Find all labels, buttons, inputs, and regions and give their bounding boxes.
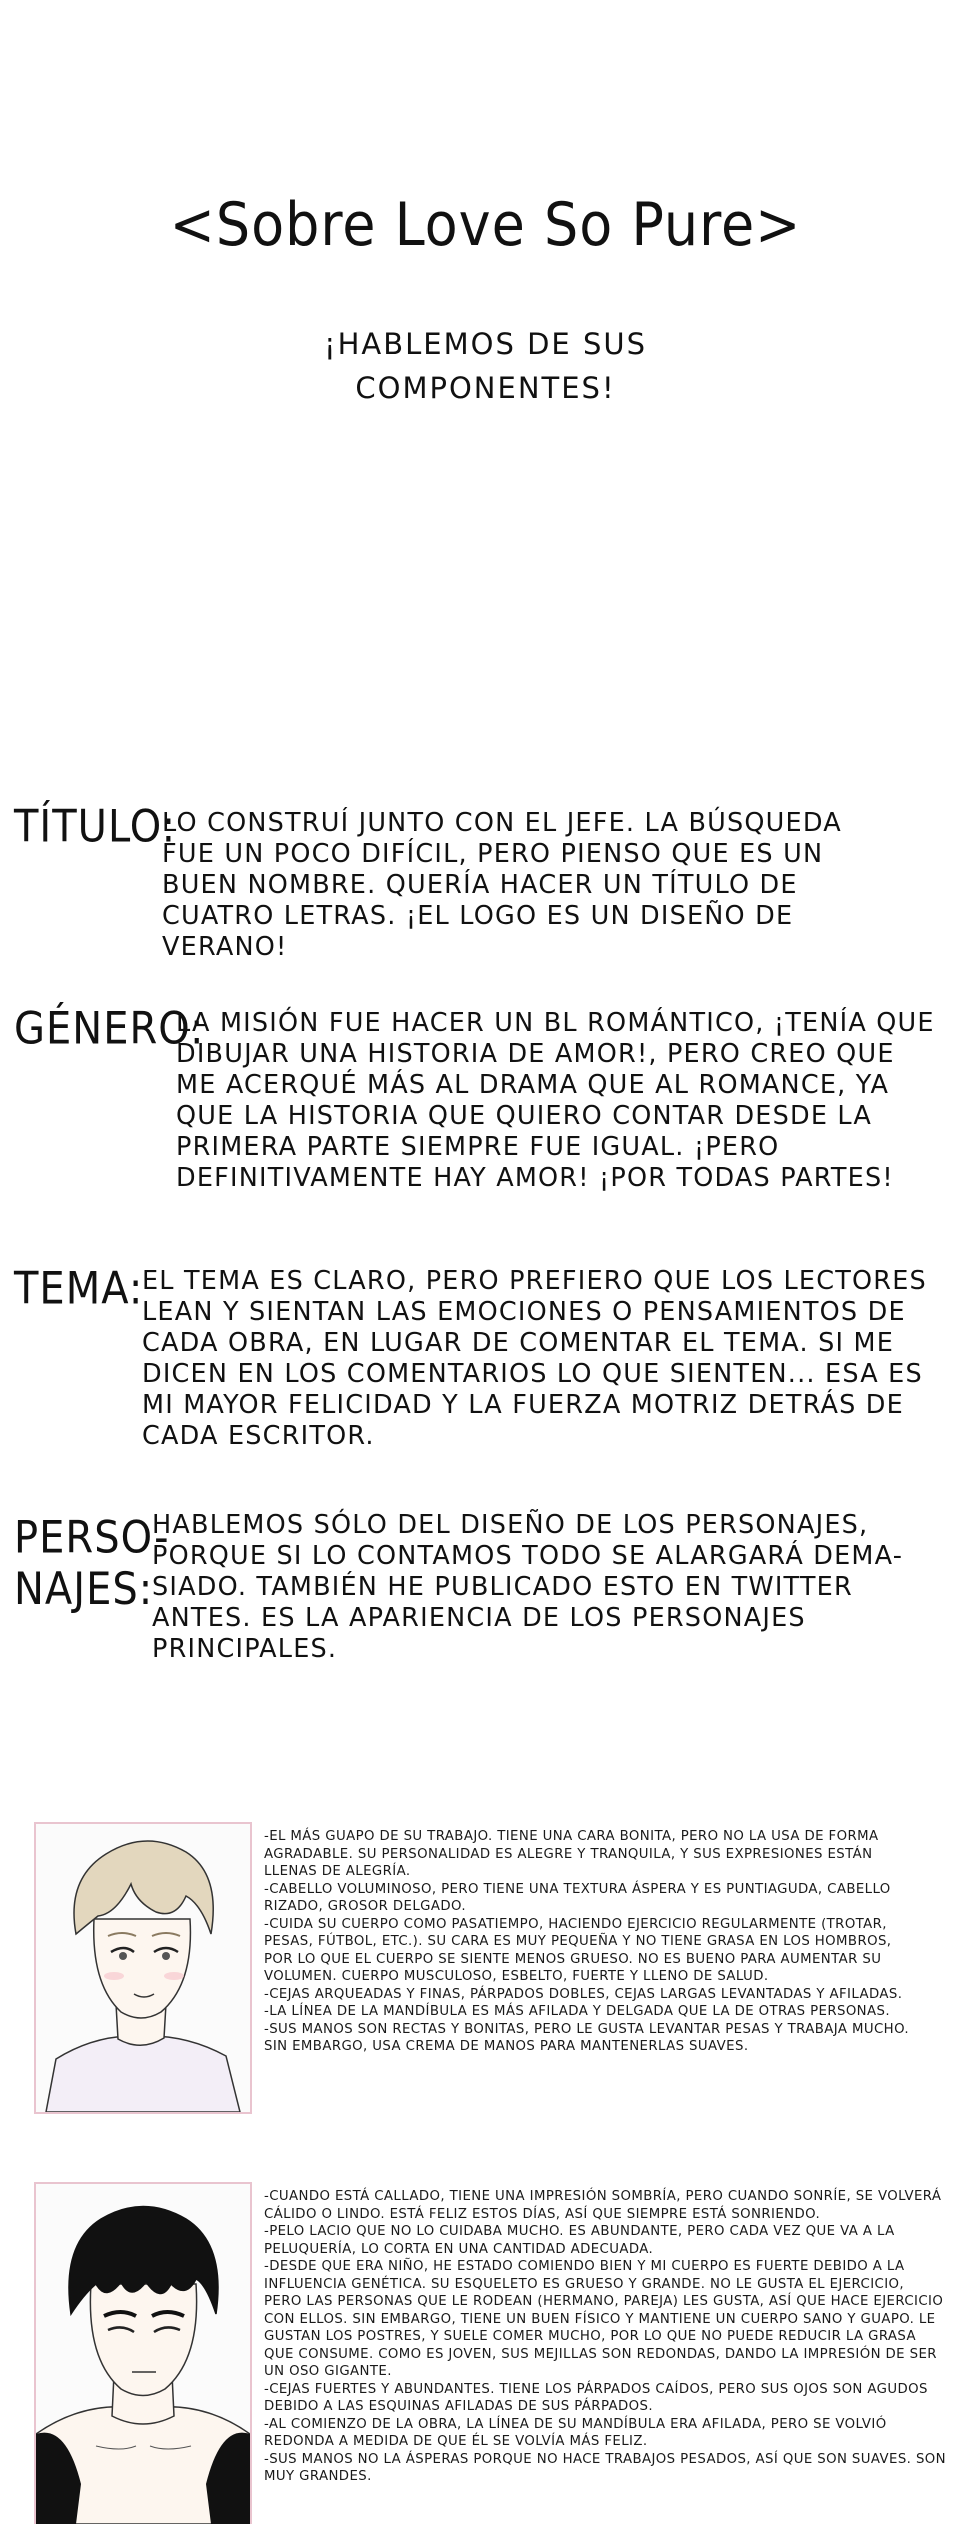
dark-haired-character-illustration bbox=[36, 2184, 250, 2524]
description-line: -SUS MANOS NO LA ÁSPERAS PORQUE NO HACE TRABAJOS PESADOS, ASÍ QUE SON SUAVES. SON MUY GRANDES. bbox=[264, 2451, 946, 2484]
section-text-tema: EL TEMA ES CLARO, PERO PREFIERO QUE LOS LECTORES LEAN Y SIENTAN LAS EMOCIONES O PENSAMIENTOS DE CADA OBRA, EN LUGAR DE COMENTAR EL TEMA. SI ME DICEN EN LOS COMENTARIOS LO QUE SIENTEN... ESA ES MI MAYOR FELICIDAD Y LA FUERZA MOTRIZ DETRÁS DE CADA ESCRITOR. bbox=[142, 1266, 927, 1451]
subtitle-line-1: ¡HABLEMOS DE SUS bbox=[323, 327, 648, 361]
page-subtitle bbox=[0, 322, 971, 410]
section-text-personajes: HABLEMOS SÓLO DEL DISEÑO DE LOS PERSONAJES, PORQUE SI LO CONTAMOS TODO SE ALARGARÁ DEMA-SIADO. TAMBIÉN HE PUBLICADO ESTO EN TWITTER ANTES. ES LA APARIENCIA DE LOS PERSONAJES PRINCIPALES. bbox=[152, 1510, 904, 1664]
description-line: -SUS MANOS SON RECTAS Y BONITAS, PERO LE GUSTA LEVANTAR PESAS Y TRABAJA MUCHO. SIN EMBARGO, USA CREMA DE MANOS PARA MANTENERLAS SUAVES. bbox=[264, 2021, 910, 2054]
page-title: <Sobre Love So Pure> bbox=[169, 190, 802, 260]
description-line: -CEJAS ARQUEADAS Y FINAS, PÁRPADOS DOBLES, CEJAS LARGAS LEVANTADAS Y AFILADAS. bbox=[264, 1986, 903, 2002]
section-label-titulo: TÍTULO: bbox=[14, 801, 177, 853]
label-line-2: NAJES: bbox=[14, 1563, 154, 1616]
description-line: -CUIDA SU CUERPO COMO PASATIEMPO, HACIENDO EJERCICIO REGULARMENTE (TROTAR, PESAS, FÚTBOL, ETC.). SU CARA ES MUY PEQUEÑA Y NO TIENE GRASA EN LOS HOMBROS, POR LO QUE EL CUERPO SE SIENTE MENOS GRUESO. NO ES BUENO PARA AUMENTAR SU VOLUMEN. CUERPO MUSCULOSO, ESBELTO, FUERTE Y LLENO DE SALUD. bbox=[264, 1916, 892, 1984]
section-label-tema: TEMA: bbox=[14, 1263, 144, 1315]
description-line: -CABELLO VOLUMINOSO, PERO TIENE UNA TEXTURA ÁSPERA Y ES PUNTIAGUDA, CABELLO RIZADO, GROSOR DELGADO. bbox=[264, 1881, 891, 1914]
character-description-1 bbox=[264, 1828, 924, 2056]
character-description-2 bbox=[264, 2188, 946, 2486]
character-portrait-2 bbox=[34, 2182, 252, 2524]
description-line: -EL MÁS GUAPO DE SU TRABAJO. TIENE UNA CARA BONITA, PERO NO LA USA DE FORMA AGRADABLE. SU PERSONALIDAD ES ALEGRE Y TRANQUILA, Y SUS EXPRESIONES ESTÁN LLENAS DE ALEGRÍA. bbox=[264, 1829, 879, 1879]
section-label-genero: GÉNERO: bbox=[14, 1003, 205, 1055]
character-portrait-1 bbox=[34, 1822, 252, 2114]
description-line: -CEJAS FUERTES Y ABUNDANTES. TIENE LOS PÁRPADOS CAÍDOS, PERO SUS OJOS SON AGUDOS DEBIDO A LAS ESQUINAS AFILADAS DE SUS PÁRPADOS. bbox=[264, 2381, 928, 2414]
section-text-genero: LA MISIÓN FUE HACER UN BL ROMÁNTICO, ¡TENÍA QUE DIBUJAR UNA HISTORIA DE AMOR!, PERO CREO QUE ME ACERQUÉ MÁS AL DRAMA QUE AL ROMANCE, YA QUE LA HISTORIA QUE QUIERO CONTAR DESDE LA PRIMERA PARTE SIEMPRE FUE IGUAL. ¡PERO DEFINITIVAMENTE HAY AMOR! ¡POR TODAS PARTES! bbox=[176, 1008, 935, 1193]
description-line: -LA LÍNEA DE LA MANDÍBULA ES MÁS AFILADA Y DELGADA QUE LA DE OTRAS PERSONAS. bbox=[264, 2004, 890, 2019]
subtitle-line-2: COMPONENTES! bbox=[355, 371, 616, 405]
section-label-personajes bbox=[14, 1512, 170, 1615]
description-line: -DESDE QUE ERA NIÑO, HE ESTADO COMIENDO BIEN Y MI CUERPO ES FUERTE DEBIDO A LA INFLUENCIA GENÉTICA. SU ESQUELETO ES GRUESO Y GRANDE. NO LE GUSTA EL EJERCICIO, PERO LAS PERSONAS QUE LE RODEAN (HERMANO, PAREJA) LES GUSTA, ASÍ QUE HACE EJERCICIO CON ELLOS. SIN EMBARGO, TIENE UN BUEN FÍSICO Y MANTIENE UN CUERPO SANO Y GUAPO. LE GUSTAN LOS POSTRES, Y SUELE COMER MUCHO, POR LO QUE NO PUEDE REDUCIR LA GRASA QUE CONSUME. COMO ES JOVEN, SUS MEJILLAS SON REDONDAS, DANDO LA IMPRESIÓN DE SER UN OSO GIGANTE. bbox=[264, 2259, 944, 2379]
section-text-titulo: LO CONSTRUÍ JUNTO CON EL JEFE. LA BÚSQUEDA FUE UN POCO DIFÍCIL, PERO PIENSO QUE ES UN BUEN NOMBRE. QUERÍA HACER UN TÍTULO DE CUATRO LETRAS. ¡EL LOGO ES UN DISEÑO DE VERANO! bbox=[162, 808, 842, 962]
blond-character-illustration bbox=[36, 1824, 250, 2112]
label-line-1: PERSO- bbox=[14, 1512, 170, 1564]
description-line: -AL COMIENZO DE LA OBRA, LA LÍNEA DE SU MANDÍBULA ERA AFILADA, PERO SE VOLVIÓ REDONDA A MEDIDA DE QUE ÉL SE VOLVÍA MÁS FELIZ. bbox=[264, 2416, 887, 2449]
description-line: -PELO LACIO QUE NO LO CUIDABA MUCHO. ES ABUNDANTE, PERO CADA VEZ QUE VA A LA PELUQUERÍA, LO CORTA EN UNA CANTIDAD ADECUADA. bbox=[264, 2224, 895, 2257]
description-line: -CUANDO ESTÁ CALLADO, TIENE UNA IMPRESIÓN SOMBRÍA, PERO CUANDO SONRÍE, SE VOLVERÁ CÁLIDO O LINDO. ESTÁ FELIZ ESTOS DÍAS, ASÍ QUE SIEMPRE ESTÁ SONRIENDO. bbox=[264, 2189, 942, 2222]
